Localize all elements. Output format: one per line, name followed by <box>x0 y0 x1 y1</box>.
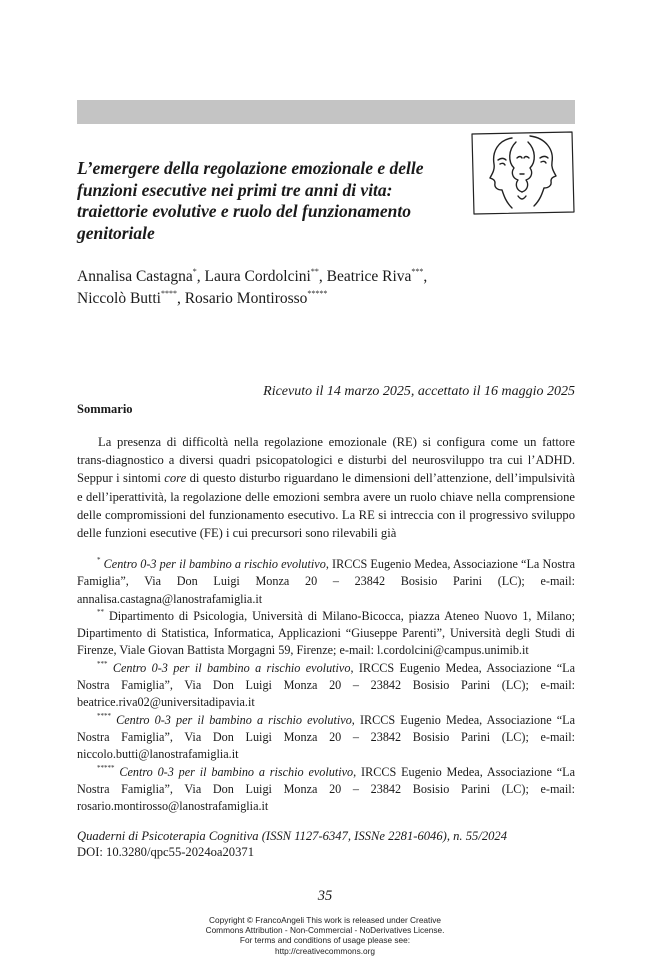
footnote-institution: Centro 0-3 per il bambino a rischio evolutivo <box>116 712 352 727</box>
footnote-institution: Centro 0-3 per il bambino a rischio evolutivo <box>119 764 354 779</box>
author-name: Laura Cordolcini <box>204 268 311 285</box>
license-line: Copyright © FrancoAngeli This work is released under Creative <box>209 915 441 925</box>
journal-citation: Quaderni di Psicoterapia Cognitiva (ISSN 1127-6347, ISSNe 2281-6046), n. 55/2024 <box>77 829 508 843</box>
footnote <box>77 556 575 608</box>
footnote-text: , IRCCS Eugenio Medea, Associazione “La Nostra Famiglia”, Via Don Luigi Monza 20 – 23842 Bosisio Parini (LC); e-mail: rosario.montirosso@lanostrafamiglia.it <box>77 764 575 814</box>
abstract-emphasis: core <box>164 471 187 486</box>
journal-info <box>77 828 575 860</box>
license-line: Commons Attribution - Non-Commercial - NoDerivatives License. <box>205 925 445 936</box>
author-name: Niccolò Butti <box>77 290 161 307</box>
license-notice <box>0 915 650 956</box>
author-name: Beatrice Riva <box>326 268 412 285</box>
author-name: Annalisa Castagna <box>77 268 193 285</box>
section-heading-sommario: Sommario <box>77 402 133 416</box>
author-affiliation-footnotes <box>77 556 575 815</box>
two-faces-line-drawing-icon <box>468 128 578 218</box>
footnote-mark: ** <box>97 607 104 616</box>
footnote <box>77 764 575 816</box>
author-list: Annalisa Castagna*, Laura Cordolcini**, Beatrice Riva***, Niccolò Butti****, Rosario Montirosso***** <box>77 267 428 307</box>
article-title: L’emergere della regolazione emozionale e delle funzioni esecutive nei primi tre anni di vita: traiettorie evolutive e ruolo del funzionamento genitoriale <box>77 158 424 243</box>
author-name: Rosario Montirosso <box>184 290 308 307</box>
footnote-text: Dipartimento di Psicologia, Università di Milano-Bicocca, piazza Ateneo Nuovo 1, Milano; Dipartimento di Statistica, Informatica, Applicazioni “Giuseppe Parenti”, Università degli Studi di Firenze, Viale Giovan Battista Morgagni 59, Firenze; e-mail: l.cordolcini@campus.unimib.it <box>77 608 575 658</box>
footnote-mark: * <box>97 556 101 564</box>
received-accepted-dates: Ricevuto il 14 marzo 2025, accettato il 16 maggio 2025 <box>263 384 575 399</box>
abstract-paragraph <box>77 433 575 542</box>
footnote-institution: Centro 0-3 per il bambino a rischio evolutivo <box>112 660 351 675</box>
license-line: For terms and conditions of usage please see: <box>239 935 411 946</box>
footnote-mark: *** <box>97 659 108 668</box>
author-footnote-mark[interactable]: ** <box>310 267 319 276</box>
footnote-mark: **** <box>97 711 111 720</box>
footnote <box>77 660 575 712</box>
author-footnote-mark[interactable]: * <box>192 267 197 276</box>
license-link[interactable]: http://creativecommons.org <box>274 945 376 956</box>
abstract-text: di questo disturbo riguardano le dimensioni dell’attenzione, dell’impulsività e dell’iperattività, la regolazione delle emozioni sembra avere un ruolo chiave nella comprensione delle compromissioni del funzionamento esecutivo. La RE si intreccia con il progressivo sviluppo delle funzioni esecutive (FE) i cui precursori sono rilevabili già <box>77 471 575 541</box>
footnote-text: , IRCCS Eugenio Medea, Associazione “La Nostra Famiglia”, Via Don Luigi Monza 20 – 23842 Bosisio Parini (LC); e-mail: annalisa.castagna@lanostrafamiglia.it <box>77 557 575 606</box>
footnote <box>77 608 575 660</box>
author-footnote-mark[interactable]: **** <box>160 289 177 298</box>
author-footnote-mark[interactable]: *** <box>411 267 424 276</box>
footnote <box>77 712 575 764</box>
page-number: 35 <box>317 888 333 904</box>
footnote-mark: ***** <box>97 763 115 772</box>
footnote-text: , IRCCS Eugenio Medea, Associazione “La Nostra Famiglia”, Via Don Luigi Monza 20 – 23842 Bosisio Parini (LC); e-mail: beatrice.riva02@universitadipavia.it <box>77 660 575 710</box>
doi-link[interactable]: DOI: 10.3280/qpc55-2024oa20371 <box>77 845 254 859</box>
header-bar <box>77 100 575 124</box>
footnote-text: , IRCCS Eugenio Medea, Associazione “La Nostra Famiglia”, Via Don Luigi Monza 20 – 23842 Bosisio Parini (LC); e-mail: niccolo.butti@lanostrafamiglia.it <box>77 712 575 762</box>
abstract-text: La presenza di difficoltà nella regolazione emozionale (RE) si configura come un fattore trans-diagnostico a diversi quadri psicopatologici e disturbi del neurosviluppo tra cui l’ADHD. Seppur i sintomi <box>77 435 575 486</box>
footnote-institution: Centro 0-3 per il bambino a rischio evolutivo <box>103 557 326 571</box>
author-footnote-mark[interactable]: ***** <box>307 289 328 298</box>
